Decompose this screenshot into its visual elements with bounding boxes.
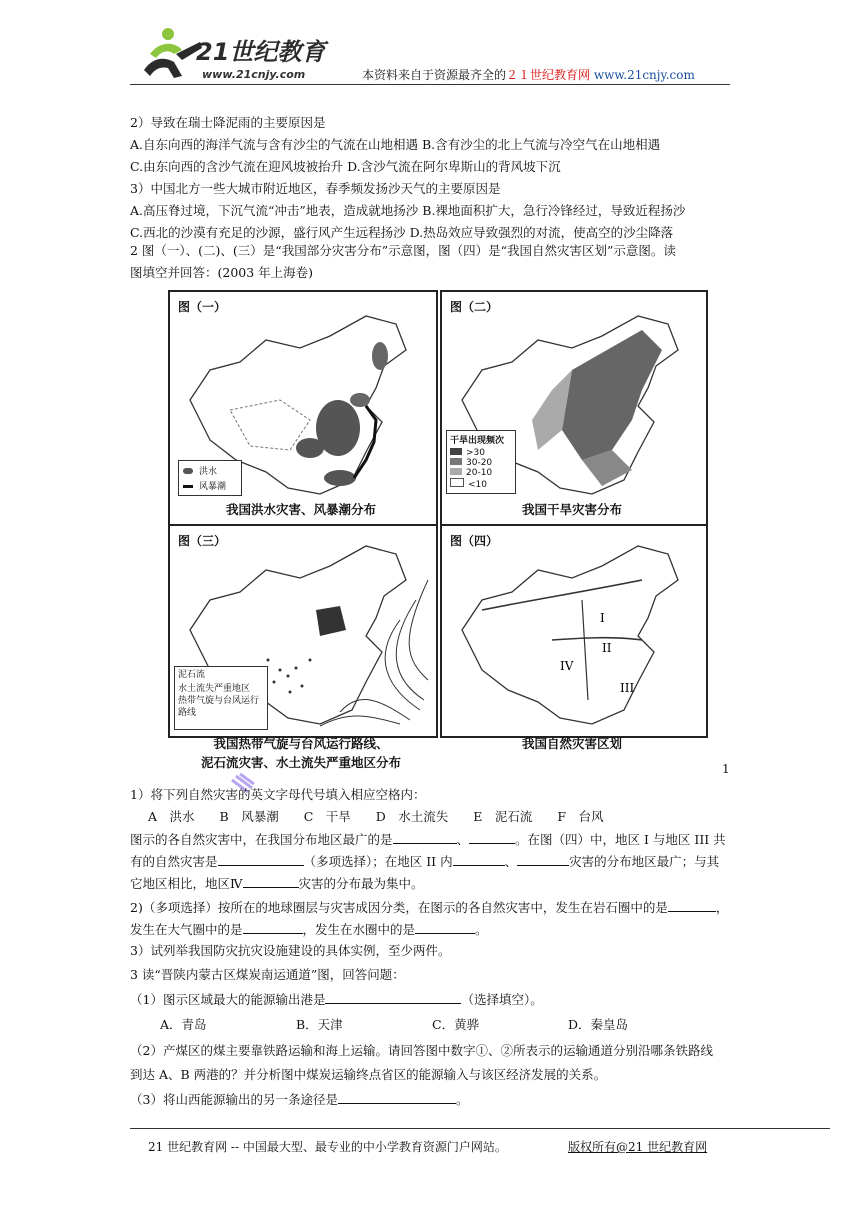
q2-s1-line2 [130,852,719,871]
region-4: IV [560,659,574,673]
q3-intro: 3 读“晋陕内蒙古区煤炭南运通道”图，回答问题： [130,967,405,982]
q3-option-c: C．黄骅 [432,1017,480,1032]
q2-s2-line1 [130,898,728,917]
q1-sub3-options-cd: C.西北的沙漠有充足的沙源，盛行风产生远程扬沙 D.热岛效应导致强烈的对流，使高空的沙尘降落 [130,225,674,240]
q1-sub2: 2）导致在瑞士降泥雨的主要原因是 [130,115,326,130]
map4-tag: 图（四） [450,534,499,548]
legend-drought-2: 30-20 [466,458,493,468]
answer-blank-widest-2[interactable] [469,830,515,844]
q3-options [160,1016,628,1034]
footer-site-description: 21 世纪教育网 -- 中国最大型、最专业的中小学教育资源门户网站。 [148,1140,507,1154]
q2-s1-line3 [130,874,424,893]
map3-legend [174,666,268,730]
q3-s1 [130,990,543,1009]
map1-legend [178,460,242,496]
map3-caption-line1: 我国热带气旋与台风运行路线、 [213,736,389,751]
q3-option-b: B．天津 [296,1017,343,1032]
q2-s2-line2 [130,920,488,939]
q2-s1-l1b: 、 [456,832,470,847]
q1-sub2-options-cd: C.由东向西的含沙气流在迎风坡被抬升 D.含沙气流在阿尔卑斯山的背风坡下沉 [130,159,561,174]
logo-title: 21世纪教育 [196,38,326,66]
q2-s2-l2c: 。 [475,922,488,937]
map3-tag: 图（三） [178,534,227,548]
q2-s1-l2a: 有的自然灾害是 [130,854,218,869]
legend-debris-flow: 泥石流 [178,670,206,680]
legend-typhoon-route: 热带气旋与台风运行路线 [178,696,260,718]
q2-s2-l2b: ，发生在水圈中的是 [302,922,416,937]
footer-copyright-link[interactable]: 版权所有@21 世纪教育网 [568,1140,708,1154]
answer-blank-lithosphere[interactable] [668,898,716,912]
legend-drought-1: >30 [466,448,485,458]
header-source-text [362,66,695,83]
q1-sub3: 3）中国北方一些大城市附近地区，春季频发扬沙天气的主要原因是 [130,181,501,196]
q3-s1b: （选择填空）。 [461,992,543,1007]
q2-intro-line1: 2 图（一）、(二)、(三）是“我国部分灾害分布”示意图，图（四）是“我国自然灾害区划”示意图。读 [130,243,676,258]
q2-options: A 洪水 B 风暴潮 C 干旱 D 水土流失 E 泥石流 F 台风 [148,809,604,824]
q2-s2-l2a: 发生在大气圈中的是 [130,922,243,937]
map4-china-outline [442,540,706,730]
map-flood-storm-surge [168,290,438,526]
logo-url: www.21cnjy.com [202,68,306,81]
q2-s1-l2b: （多项选择）；在地区 II 内 [303,854,453,869]
answer-blank-atmosphere[interactable] [243,920,303,934]
answer-blank-widest-1[interactable] [393,830,457,844]
q3-option-a: A．青岛 [160,1017,207,1032]
region-2: II [602,641,612,655]
header-site-name[interactable]: ２１世纪教育网 [506,68,591,82]
header-divider [130,84,730,85]
q2-s1: 1）将下列自然灾害的英文字母代号填入相应空格内： [130,787,426,802]
q1-sub3-options-ab: A.高压脊过境，下沉气流“冲击”地表，造成就地扬沙 B.裸地面积扩大，急行冷锋经过，导致近程扬沙 [130,203,686,218]
answer-blank-region4[interactable] [243,874,299,888]
answer-blank-region2-2[interactable] [517,852,569,866]
q2-s3: 3）试列举我国防灾抗灾设施建设的具体实例，至少两件。 [130,943,451,958]
map2-caption: 我国干旱灾害分布 [521,502,622,517]
legend-storm-surge: 风暴潮 [199,482,227,492]
q2-s1-l2d: 灾害的分布地区最广；与其 [569,854,720,869]
map-typhoon-debris-flow-erosion [168,524,438,738]
footer-divider [130,1128,830,1129]
q2-s1-l1c: 。在图（四）中，地区 I 与地区 III 共 [515,832,726,847]
q1-sub2-options-ab: A.自东向西的海洋气流与含有沙尘的气流在山地相遇 B.含有沙尘的北上气流与冷空气在山地相遇 [130,137,661,152]
header-site-url[interactable]: www.21cnjy.com [593,68,695,82]
legend-drought-4: <10 [468,480,487,490]
region-3: III [620,681,635,695]
q3-s3a: （3）将山西能源输出的另一条途径是 [130,1092,338,1107]
map3-caption [168,734,434,772]
map1-caption: 我国洪水灾害、风暴潮分布 [225,502,376,517]
q2-intro-line2: 图填空并回答：(2003 年上海卷) [130,265,314,280]
q2-s1-line1 [130,830,726,849]
answer-blank-region2-1[interactable] [453,852,505,866]
q2-s2-l1b: ， [715,900,729,915]
q3-s3b: 。 [455,1092,469,1107]
region-1: I [600,611,605,625]
site-logo [130,20,340,86]
answer-blank-shared[interactable] [218,852,304,866]
q2-s1-l1a: 图示的各自然灾害中，在我国分布地区最广的是 [130,832,393,847]
legend-drought-3: 20-10 [466,468,493,478]
map4-caption: 我国自然灾害区划 [521,736,622,751]
page-number: 1 [722,762,730,776]
answer-blank-hydrosphere[interactable] [415,920,475,934]
q3-s1a: （1）图示区域最大的能源输出港是 [130,992,326,1007]
legend-flood: 洪水 [199,467,218,477]
map2-tag: 图（二） [450,300,499,314]
map3-caption-line2: 泥石流灾害、水土流失严重地区分布 [200,755,401,770]
q2-s1-l3a: 它地区相比，地区Ⅳ [130,876,243,891]
q3-option-d: D．秦皇岛 [568,1017,629,1032]
answer-blank-route[interactable] [338,1090,456,1104]
answer-blank-port[interactable] [325,990,461,1004]
q2-s1-l3b: 灾害的分布最为集中。 [298,876,424,891]
map2-legend [446,430,516,494]
legend-soil-erosion: 水土流失严重地区 [178,684,251,694]
q3-s3 [130,1090,468,1109]
q2-s1-l2c: 、 [504,854,518,869]
legend-drought-title: 干旱出现频次 [450,436,505,446]
q3-s2-line2: 到达 A、B 两港的？并分析图中煤炭运输终点省区的能源输入与该区经济发展的关系。 [130,1067,607,1082]
map-drought [440,290,708,526]
q3-s2-line1: （2）产煤区的煤主要靠铁路运输和海上运输。请回答图中数字①、②所表示的运输通道分别沿哪条铁路线 [130,1043,713,1058]
map1-tag: 图（一） [178,300,227,314]
header-prefix: 本资料来自于资源最齐全的 [362,68,507,82]
map-disaster-zoning [440,524,708,738]
q2-s2-l1a: 2)（多项选择）按所在的地球圈层与灾害成因分类，在图示的各自然灾害中，发生在岩石圈中的是 [130,900,668,915]
